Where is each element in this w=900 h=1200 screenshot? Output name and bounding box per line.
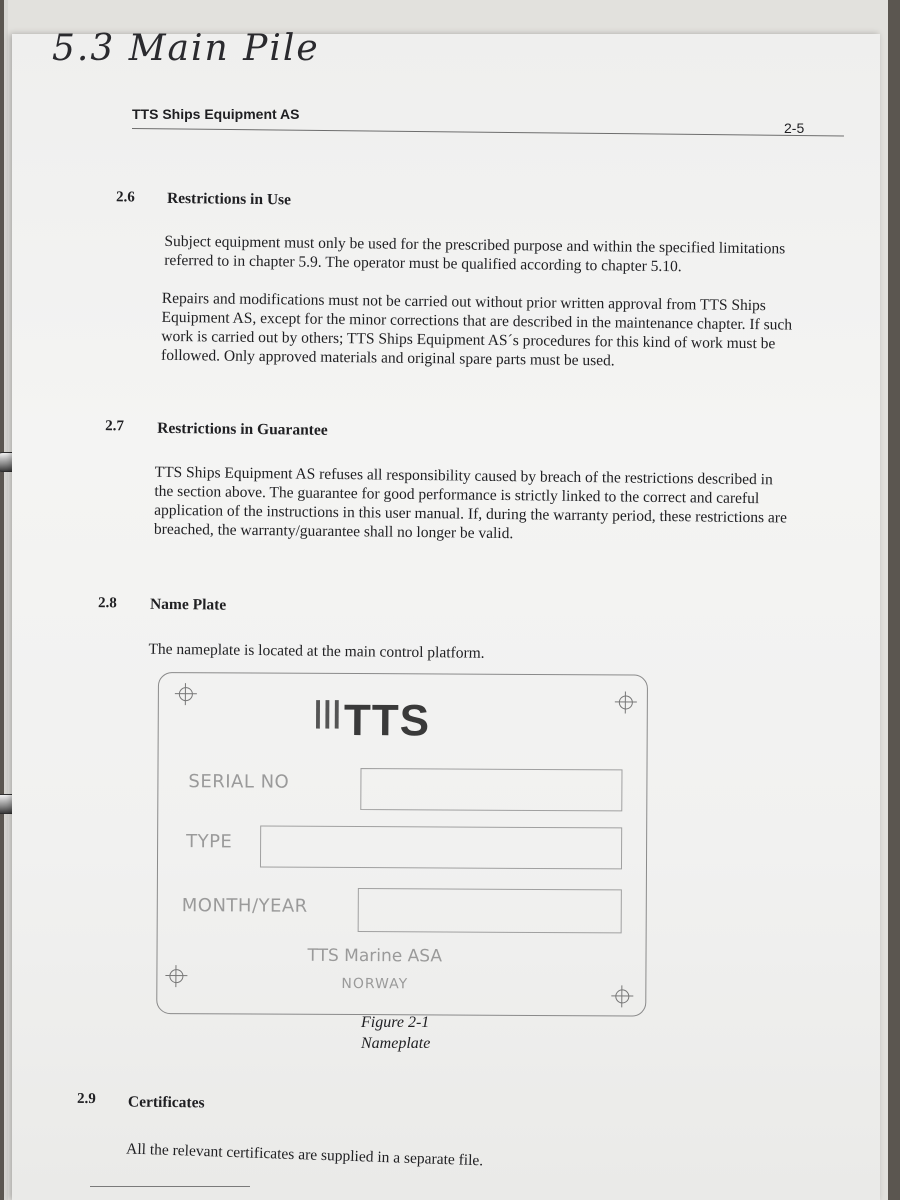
header-company: TTS Ships Equipment AS <box>132 106 300 122</box>
type-label: TYPE <box>186 831 233 853</box>
figure-caption <box>361 1012 430 1054</box>
section-paragraph: Repairs and modifications must not be carried out without prior written approval from TTS Ships Equipment AS, except for the minor corrections that are described in the maintenance chapter. If such work is carried out by others; TTS Ships Equipment AS´s procedures for this kind of work must be followed. Only approved materials and original spare parts must be used. <box>160 289 793 370</box>
document-page <box>12 28 880 1200</box>
figure-title: Nameplate <box>361 1035 431 1052</box>
section-number: 2.8 <box>97 595 117 612</box>
logo-bars-icon: ||| <box>313 695 343 729</box>
section-title: Restrictions in Guarantee <box>157 419 328 439</box>
section-title: Name Plate <box>149 595 227 614</box>
crosshair-icon <box>611 985 633 1007</box>
section-number: 2.6 <box>115 189 135 206</box>
crosshair-icon <box>175 683 197 705</box>
crosshair-icon <box>615 691 637 713</box>
type-box <box>260 826 622 870</box>
handwritten-note: 5.3 Main Pile <box>52 28 320 69</box>
nameplate-maker: TTS Marine ASA <box>307 945 443 967</box>
section-paragraph: All the relevant certificates are supplied in a separate file. <box>125 1140 484 1170</box>
section-title: Certificates <box>127 1093 205 1112</box>
header-page-number: 2-5 <box>784 120 805 136</box>
figure-label: Figure 2-1 <box>361 1014 430 1031</box>
section-paragraph: Subject equipment must only be used for the prescribed purpose and within the specified limitations referred to in chapter 5.9. The operator must be qualified according to chapter 5.10. <box>164 232 786 276</box>
header-rule <box>132 128 844 136</box>
crosshair-icon <box>165 965 187 987</box>
section-paragraph: The nameplate is located at the main control platform. <box>148 640 485 662</box>
serial-no-label: SERIAL NO <box>188 771 290 793</box>
section-number: 2.7 <box>105 418 125 435</box>
month-year-box <box>358 888 622 933</box>
nameplate-country: NORWAY <box>341 975 409 993</box>
month-year-label: MONTH/YEAR <box>181 895 308 917</box>
footer-rule <box>90 1186 250 1187</box>
serial-no-box <box>360 768 622 811</box>
tts-logo: |||TTS <box>313 695 431 746</box>
nameplate-figure <box>156 672 648 1017</box>
section-number: 2.9 <box>76 1090 96 1108</box>
section-paragraph: TTS Ships Equipment AS refuses all responsibility caused by breach of the restrictions described in the section above. The guarantee for good performance is strictly linked to the correct and careful application of the instructions in this user manual. If, during the warranty period, these restrictions are breached, the warranty/guarantee shall no longer be valid. <box>153 463 787 543</box>
section-title: Restrictions in Use <box>166 189 292 209</box>
